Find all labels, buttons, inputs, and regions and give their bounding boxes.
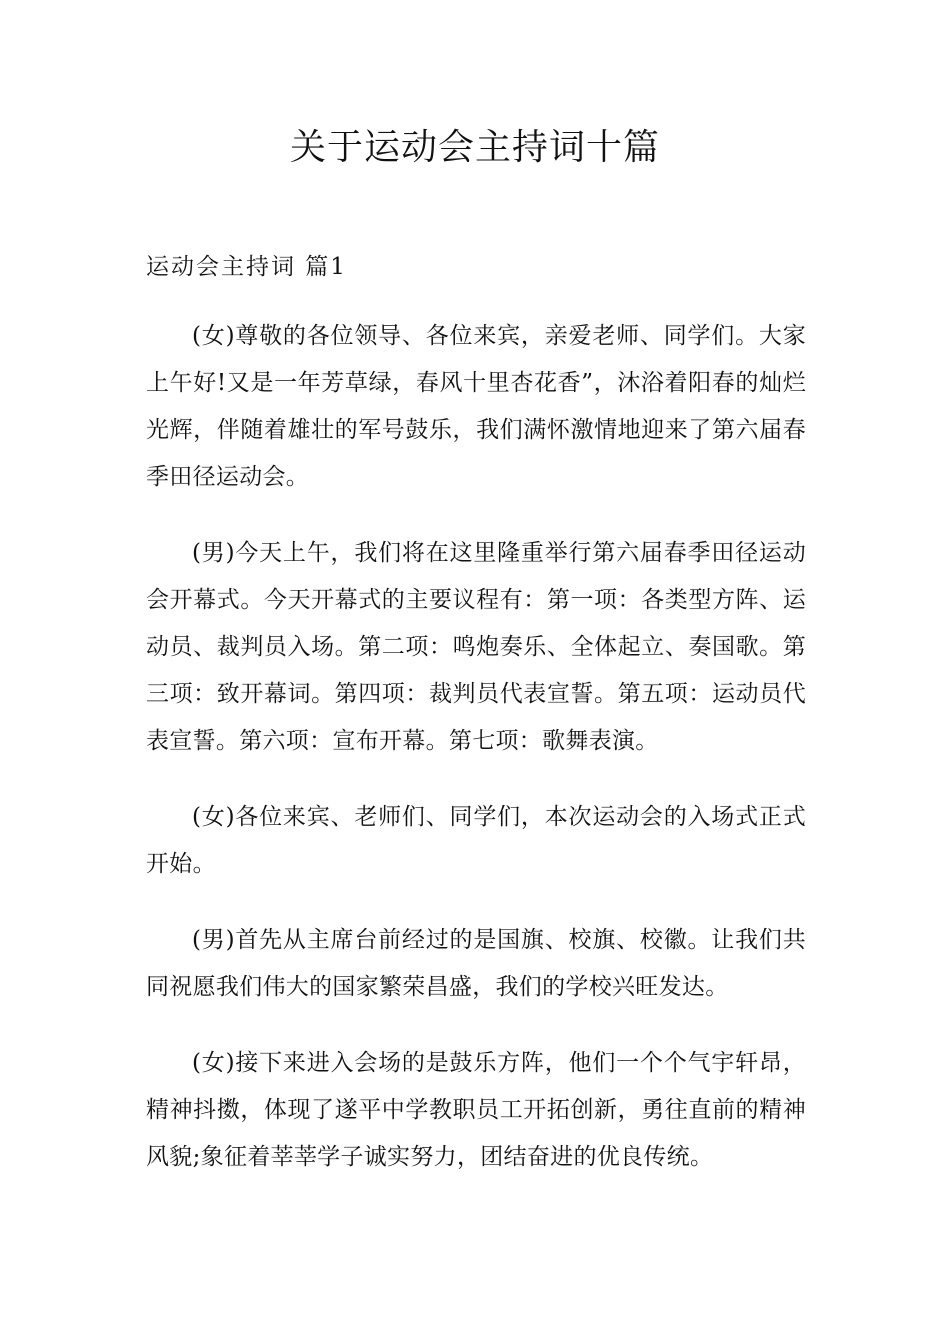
paragraph: (男)今天上午，我们将在这里隆重举行第六届春季田径运动会开幕式。今天开幕式的主要议程有：第一项：各类型方阵、运动员、裁判员入场。第二项：鸣炮奏乐、全体起立、奏国歌。第三项：致开幕词。第四项：裁判员代表宣誓。第五项：运动员代表宣誓。第六项：宣布开幕。第七项：歌舞表演。 xyxy=(146,540,806,754)
paragraph: (女)各位来宾、老师们、同学们，本次运动会的入场式正式开始。 xyxy=(146,804,806,877)
paragraph: (女)尊敬的各位领导、各位来宾，亲爱老师、同学们。大家上午好!又是一年芳草绿，春风十里杏花香”，沐浴着阳春的灿烂光辉，伴随着雄壮的军号鼓乐，我们满怀激情地迎来了第六届春季田径运动会。 xyxy=(146,323,806,490)
paragraph: (女)接下来进入会场的是鼓乐方阵，他们一个个气宇轩昂，精神抖擞，体现了遂平中学教职员工开拓创新，勇往直前的精神风貌;象征着莘莘学子诚实努力，团结奋进的优良传统。 xyxy=(146,1050,806,1170)
section-heading: 运动会主持词 篇1 xyxy=(146,254,347,280)
document-title: 关于运动会主持词十篇 xyxy=(289,127,660,168)
document-body xyxy=(146,313,806,1210)
paragraph: (男)首先从主席台前经过的是国旗、校旗、校徽。让我们共同祝愿我们伟大的国家繁荣昌盛，我们的学校兴旺发达。 xyxy=(146,927,806,1000)
